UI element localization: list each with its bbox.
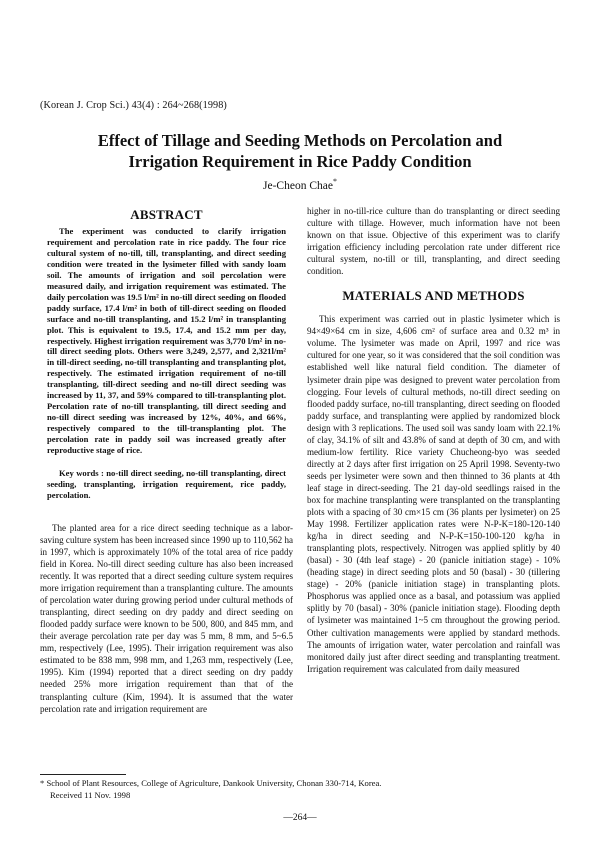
author-name: Je-Cheon Chae — [263, 179, 333, 192]
footnote-received: Received 11 Nov. 1998 — [50, 789, 131, 800]
journal-citation: (Korean J. Crop Sci.) 43(4) : 264~268(1998) — [40, 100, 227, 111]
title-line-2: Irrigation Requirement in Rice Paddy Condition — [128, 152, 472, 171]
keywords: Key words : no-till direct seeding, no-till transplanting, direct seeding, transplanting, irrigation requirement, rice paddy, percolation. — [47, 468, 286, 500]
methods-text: This experiment was carried out in plastic lysimeter which is 94×49×64 cm in size, 4,606 cm² of surface area and 0.32 m³ in volume. The lysimeter was made on April, 1997 and rice was cultured for one year, so it was considered that the soil condition was established well like natural field condition. The diameter of lysimeter drain pipe was designed to prevent water percolation from clogging. Four levels of cultural methods, no-till direct seeding on flooded paddy surface, no-till transplanting, direct seeding on flooded paddy surface, and transplanting were applied by randomized block design with 3 replications. The used soil was sandy loam with 22.1% of clay, 34.1% of silt and 43.8% of sand at depth of 30 cm, and with medium-low fertility. Rice variety Chucheong-byo was seeded directly at 2 days after first irrigation on 25 April 1998. Seventy-two seeds per lysimeter were sown and then thinned to 36 plants at 4th leaf stage in direct-seeding. The 21 day-old seedlings raised in the box for machine transplanting were transplanted on the transplanting plots with a spacing of 30 cm×15 cm (36 plants per lysimeter) on 25 May 1998. Fertilizer application rates were N-P-K=180-120-140 kg/ha in direct seeding and N-P-K=150-100-120 kg/ha in transplanting plots, respectively. Nitrogen was applied splitly by 40 (basal) - 30 (4th leaf stage) - 20 (panicle initiation stage) - 10% (heading stage) in direct seeding plots and 50 (basal) - 30 (tillering stage) - 20% (panicle initiation stage) in transplanting plots. Phosphorus was applied once as a basal, and potassium was applied splitly by 70 (basal) - 30% (panicle initiation stage). Flooding depth of lysimeter was maintained 1~5 cm throughout the growing period. Other cultivation managements were applied by standard methods. The amounts of irrigation water, water percolation and rainfall was monitored daily just after direct seeding and transplanting treatment. Irrigation requirement was calculated from daily measured — [307, 314, 560, 674]
methods-heading: MATERIALS AND METHODS — [342, 288, 525, 304]
footnote — [40, 778, 560, 801]
introduction-continued: higher in no-till-rice culture than do transplanting or direct seeding culture with tillage. However, much information have not been known on that issue. Objective of this experiment was to clarify irrigation efficiency including percolation rate under different rice cultural system, no-till or till, transplanting, and direct seeding condition. — [307, 206, 560, 277]
left-column — [40, 205, 293, 715]
author-footnote-mark: * — [332, 177, 337, 186]
abstract-text: The experiment was conducted to clarify irrigation requirement and percolation rate in rice paddy. The four rice cultural system of no-till, till, transplanting, and direct seeding condition were treated in the lysimeter filled with sandy loam soil. The amounts of irrigation and soil percolation were measured daily, and irrigation requirement was estimated. The daily percolation was 19.5 l/m² in no-till direct seeding on flooded paddy surface, 17.4 l/m² in both of till-direct seeding on flooded surface and no-till transplanting, and 15.2 l/m² in transplanting plot. This is equivalent to 19.5, 17.4, and 15.2 mm per day, respectively. Highest irrigation requirement was 3,770 l/m² in no-till direct seeding plots. Others were 3,249, 2,577, and 2,321l/m² in till-direct seeding, no-till transplanting and transplanting plot, respectively. The estimated irrigation requirement of no-till transplanting, till-direct seeding and no-till direct seeding was increased by 11, 37, and 59% compared to till-transplanting plot. Percolation rate of no-till transplanting, till direct seeding and no-till direct seeding was increased by 12%, 40%, and 66%, respectively compared to the till-transplanting plot. The percolation rate in paddy soil was increased greatly after reproductive stage of rice. — [47, 226, 286, 456]
footnote-divider — [40, 774, 126, 775]
introduction-text: The planted area for a rice direct seeding technique as a labor-saving culture system has been increased since 1990 up to 110,562 ha in 1997, which is approximately 10% of the total area of rice paddy field in Korea. No-till direct seeding culture has also been increased recently. It was reported that a direct seeding culture system requires more irrigation requirement than a transplanting culture. The amounts of percolation water during growing period under cultural methods of transplanting, direct seeding on dry paddy and direct seeding on flooded paddy surface were known to be 500, 800, and 845 mm, and their average percolation rate per day was 5 mm, 8 mm, and 5~6.5 mm, respectively (Lee, 1995). Their irrigation requirement was also estimated to be 838 mm, 998 mm, and 1,263 mm, respectively (Lee, 1995). Kim (1994) reported that a direct seeding on dry paddy needed 25% more irrigation requirement than that of the transplanting culture (Kim, 1994). It is assumed that the water percolation rate and irrigation requirement are — [40, 522, 293, 714]
page-number: —264— — [283, 813, 317, 823]
author-line — [40, 177, 560, 192]
abstract-heading: ABSTRACT — [130, 207, 203, 222]
right-column — [307, 205, 560, 675]
paper-title — [40, 130, 560, 172]
title-line-1: Effect of Tillage and Seeding Methods on Percolation and — [97, 131, 503, 150]
footnote-affiliation: * School of Plant Resources, College of Agriculture, Dankook University, Chonan 330-714, Korea. — [40, 778, 382, 788]
